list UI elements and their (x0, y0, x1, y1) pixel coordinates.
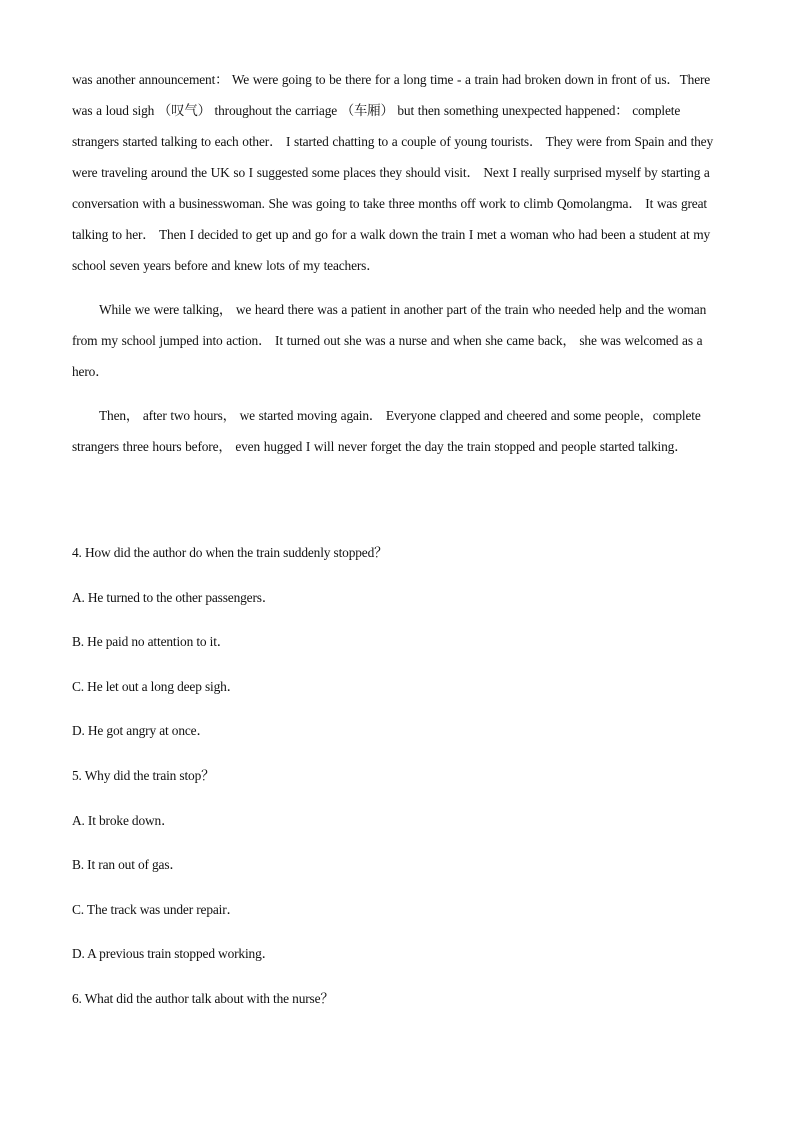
passage-paragraph-3: Then， after two hours， we started moving again． Everyone clapped and cheered and some people，complete strangers three hours before， even hugged I will never forget the day the train stopped and people started talking． (72, 408, 701, 454)
question-4-option-d: D. He got angry at once． (72, 723, 210, 739)
passage-paragraph-2: While we were talking， we heard there was a patient in another part of the train who needed help and the woman from my school jumped into action． It turned out she was a nurse and when she came back， she was welcomed as a hero． (72, 302, 707, 379)
question-5-option-a: A. It broke down． (72, 812, 175, 828)
question-6-stem: 6. What did the author talk about with the nurse？ (72, 990, 334, 1006)
reading-passage (72, 64, 724, 462)
question-5-option-d: D. A previous train stopped working． (72, 946, 275, 962)
question-5-option-c: C. The track was under repair． (72, 901, 240, 917)
question-5-option-b: B. It ran out of gas． (72, 857, 183, 873)
question-5-stem: 5. Why did the train stop？ (72, 767, 215, 783)
question-4-option-c: C. He let out a long deep sigh． (72, 678, 240, 694)
question-list (72, 540, 724, 1031)
question-4-option-a: A. He turned to the other passengers． (72, 589, 276, 605)
passage-paragraph-1: was another announcement： We were going to be there for a long time - a train had broken down in front of us．There was a loud sigh （叹气） throughout the carriage （车厢） but then something unexpected happened： complete strangers started talking to each other． I started chatting to a couple of young tourists． They were from Spain and they were traveling around the UK so I suggested some places they should visit． Next I really surprised myself by starting a conversation with a businesswoman. She was going to take three months off work to climb Qomolangma． It was great talking to her． Then I decided to get up and go for a walk down the train I met a woman who had been a student at my school seven years before and knew lots of my teachers． (72, 72, 714, 273)
question-4-option-b: B. He paid no attention to it． (72, 634, 231, 650)
question-4-stem: 4. How did the author do when the train suddenly stopped？ (72, 545, 388, 560)
